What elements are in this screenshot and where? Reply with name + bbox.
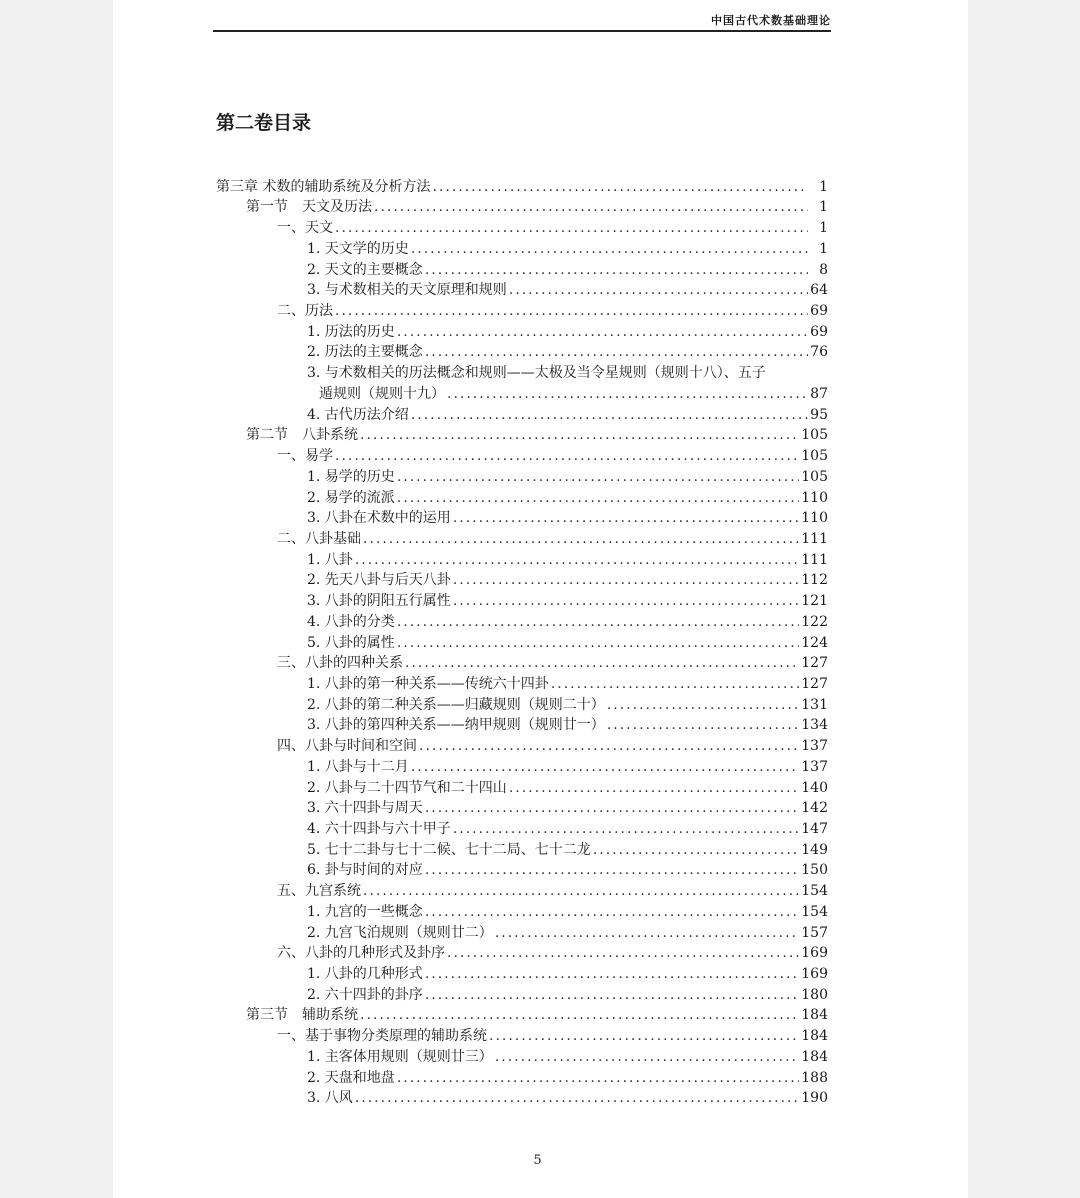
- toc-entry: [216, 755, 828, 776]
- toc-entry-title: 1. 八卦与十二月: [307, 758, 409, 775]
- toc-entry: [216, 465, 828, 486]
- toc-entry-title: 六、八卦的几种形式及卦序: [277, 945, 445, 962]
- toc-entry-title: 1. 天文学的历史: [307, 240, 409, 257]
- table-of-contents: [216, 175, 828, 1107]
- dot-leader: [363, 883, 799, 900]
- toc-entry-page: 134: [801, 717, 828, 734]
- toc-entry: [216, 196, 828, 217]
- toc-entry: [216, 921, 828, 942]
- toc-entry: [216, 631, 828, 652]
- toc-entry: [216, 299, 828, 320]
- toc-entry: [216, 1087, 828, 1108]
- toc-entry: [216, 776, 828, 797]
- toc-entry: [216, 175, 828, 196]
- toc-entry-title: 一、基于事物分类原理的辅助系统: [277, 1028, 487, 1045]
- toc-entry: [216, 548, 828, 569]
- dot-leader: [447, 386, 808, 403]
- toc-entry-page: 64: [810, 282, 828, 299]
- toc-entry: [216, 424, 828, 445]
- toc-entry-page: 69: [810, 303, 828, 320]
- toc-entry-page: 149: [801, 841, 828, 858]
- dot-leader: [453, 593, 799, 610]
- toc-entry: [216, 734, 828, 755]
- toc-entry: [216, 320, 828, 341]
- toc-entry-page: 169: [801, 966, 828, 983]
- toc-entry-page: 180: [801, 986, 828, 1003]
- toc-entry-title: 3. 八卦在术数中的运用: [307, 510, 451, 527]
- toc-entry-page: 1: [819, 199, 828, 216]
- toc-entry-title: 1. 八卦: [307, 551, 353, 568]
- toc-entry-title: 二、八卦基础: [277, 530, 361, 547]
- dot-leader: [453, 821, 799, 838]
- toc-entry: [216, 797, 828, 818]
- toc-entry-title: 2. 八卦与二十四节气和二十四山: [307, 779, 507, 796]
- toc-entry-page: 142: [801, 800, 828, 817]
- toc-entry: [216, 693, 828, 714]
- toc-entry-title: 第三节 辅助系统: [246, 1007, 358, 1024]
- dot-leader: [397, 490, 799, 507]
- toc-entry: [216, 652, 828, 673]
- dot-leader: [495, 1049, 799, 1066]
- dot-leader: [453, 510, 799, 527]
- toc-entry-page: 137: [801, 758, 828, 775]
- toc-entry: [216, 216, 828, 237]
- toc-entry-title: 2. 八卦的第二种关系——归藏规则（规则二十）: [307, 696, 605, 713]
- header-rule: [213, 30, 831, 32]
- toc-entry: [216, 341, 828, 362]
- toc-entry-page: 105: [801, 427, 828, 444]
- dot-leader: [447, 945, 799, 962]
- toc-entry-page: 154: [801, 883, 828, 900]
- toc-entry-page: 1: [819, 240, 828, 257]
- toc-entry-page: 150: [801, 862, 828, 879]
- dot-leader: [405, 655, 799, 672]
- toc-entry-title: 3. 八卦的第四种关系——纳甲规则（规则廿一）: [307, 717, 605, 734]
- dot-leader: [335, 220, 808, 237]
- dot-leader: [509, 780, 799, 797]
- toc-entry: [216, 817, 828, 838]
- toc-entry-page: 8: [819, 261, 828, 278]
- toc-entry-page: 127: [801, 655, 828, 672]
- page-title: 第二卷目录: [216, 112, 312, 134]
- toc-entry-page: 147: [801, 821, 828, 837]
- toc-entry-page: 124: [801, 634, 828, 651]
- toc-entry-title: 2. 天盘和地盘: [307, 1069, 395, 1086]
- toc-entry-page: 121: [801, 593, 828, 610]
- toc-entry-title: 6. 卦与时间的对应: [307, 862, 423, 879]
- toc-entry: [216, 237, 828, 258]
- dot-leader: [425, 344, 808, 361]
- toc-entry: [216, 507, 828, 528]
- toc-entry-title: 三、八卦的四种关系: [277, 655, 403, 672]
- toc-entry-title: 1. 历法的历史: [307, 323, 395, 340]
- dot-leader: [360, 427, 799, 444]
- toc-entry-page: 131: [801, 696, 828, 713]
- toc-entry-title: 3. 六十四卦与周天: [307, 800, 423, 817]
- dot-leader: [425, 262, 808, 279]
- toc-entry-title: 2. 六十四卦的卦序: [307, 986, 423, 1003]
- toc-entry-page: 105: [801, 468, 828, 485]
- toc-entry: [216, 403, 828, 424]
- toc-entry-page: 140: [801, 779, 828, 796]
- toc-entry-page: 1: [819, 178, 828, 195]
- toc-entry-title: 第二节 八卦系统: [246, 427, 358, 444]
- toc-entry-page: 87: [810, 385, 828, 402]
- toc-entry-page: 169: [801, 945, 828, 962]
- dot-leader: [355, 552, 799, 569]
- dot-leader: [607, 717, 799, 734]
- toc-entry: [216, 382, 828, 403]
- toc-entry-page: 122: [801, 613, 828, 630]
- dot-leader: [374, 199, 808, 216]
- dot-leader: [425, 904, 799, 921]
- toc-entry: [216, 610, 828, 631]
- toc-entry: [216, 589, 828, 610]
- dot-leader: [411, 241, 808, 258]
- toc-entry: [216, 859, 828, 880]
- dot-leader: [425, 966, 799, 983]
- toc-entry-page: 188: [801, 1069, 828, 1086]
- dot-leader: [489, 1028, 799, 1045]
- toc-entry: [216, 900, 828, 921]
- dot-leader: [419, 738, 799, 755]
- toc-entry-title: 2. 先天八卦与后天八卦: [307, 572, 451, 589]
- dot-leader: [495, 925, 799, 942]
- toc-entry-page: 110: [801, 489, 828, 506]
- toc-entry-title: 1. 主客体用规则（规则廿三）: [307, 1048, 493, 1065]
- toc-entry-title: 4. 六十四卦与六十甲子: [307, 821, 451, 837]
- toc-entry-page: 184: [801, 1007, 828, 1024]
- toc-entry: [216, 838, 828, 859]
- toc-entry: [216, 962, 828, 983]
- toc-entry-page: 190: [801, 1090, 828, 1107]
- dot-leader: [360, 1007, 799, 1024]
- dot-leader: [411, 759, 799, 776]
- toc-entry-title: 遁规则（规则十九）: [319, 385, 445, 402]
- dot-leader: [593, 842, 799, 859]
- dot-leader: [397, 469, 799, 486]
- toc-entry-title: 4. 八卦的分类: [307, 613, 395, 630]
- toc-entry-title: 2. 天文的主要概念: [307, 261, 423, 278]
- toc-entry: [216, 1004, 828, 1025]
- dot-leader: [335, 303, 808, 320]
- toc-entry-page: 111: [801, 551, 828, 568]
- dot-leader: [355, 1090, 799, 1107]
- dot-leader: [397, 614, 799, 631]
- toc-entry: [216, 1024, 828, 1045]
- toc-entry-title: 2. 易学的流派: [307, 489, 395, 506]
- toc-entry: [216, 569, 828, 590]
- toc-entry-title: 四、八卦与时间和空间: [277, 738, 417, 755]
- toc-entry-title: 3. 八风: [307, 1090, 353, 1107]
- dot-leader: [425, 800, 799, 817]
- toc-entry-title: 5. 八卦的属性: [307, 634, 395, 651]
- dot-leader: [453, 572, 799, 589]
- toc-entry-title: 第三章 术数的辅助系统及分析方法: [216, 178, 431, 195]
- dot-leader: [397, 1070, 799, 1087]
- toc-entry: [216, 879, 828, 900]
- toc-entry: [216, 444, 828, 465]
- toc-entry-title: 5. 七十二卦与七十二候、七十二局、七十二龙: [307, 841, 591, 858]
- toc-entry: [216, 983, 828, 1004]
- toc-entry: [216, 258, 828, 279]
- toc-entry: [216, 361, 828, 382]
- dot-leader: [432, 179, 808, 196]
- toc-entry-title: 一、天文: [277, 220, 333, 237]
- document-page: [113, 0, 968, 1198]
- toc-entry: [216, 672, 828, 693]
- toc-entry-page: 154: [801, 903, 828, 920]
- toc-entry-page: 69: [810, 323, 828, 340]
- toc-entry-title: 3. 八卦的阴阳五行属性: [307, 593, 451, 610]
- dot-leader: [509, 282, 808, 299]
- toc-entry-title: 1. 易学的历史: [307, 468, 395, 485]
- page-number: 5: [533, 1153, 542, 1168]
- toc-entry-page: 184: [801, 1028, 828, 1045]
- toc-entry-page: 1: [819, 220, 828, 237]
- toc-entry: [216, 279, 828, 300]
- toc-entry-page: 76: [810, 344, 828, 361]
- toc-entry-page: 111: [801, 530, 828, 547]
- dot-leader: [411, 407, 808, 424]
- toc-entry: [216, 1066, 828, 1087]
- dot-leader: [397, 635, 799, 652]
- toc-entry-title: 4. 古代历法介绍: [307, 406, 409, 423]
- toc-entry-title: 1. 九宫的一些概念: [307, 903, 423, 920]
- toc-entry-title: 3. 与术数相关的天文原理和规则: [307, 282, 507, 299]
- dot-leader: [363, 531, 799, 548]
- toc-entry: [216, 714, 828, 735]
- dot-leader: [425, 862, 799, 879]
- dot-leader: [397, 324, 808, 341]
- toc-entry-title: 2. 九宫飞泊规则（规则廿二）: [307, 924, 493, 941]
- toc-entry-title: 1. 八卦的第一种关系——传统六十四卦: [307, 675, 549, 692]
- toc-entry-title: 1. 八卦的几种形式: [307, 966, 423, 983]
- dot-leader: [551, 676, 799, 693]
- toc-entry: [216, 942, 828, 963]
- running-header: 中国古代术数基础理论: [711, 14, 831, 27]
- toc-entry-title: 二、历法: [277, 303, 333, 320]
- toc-entry-page: 137: [801, 738, 828, 755]
- toc-entry-page: 110: [801, 510, 828, 527]
- toc-entry-title: 2. 历法的主要概念: [307, 344, 423, 361]
- toc-entry-page: 184: [801, 1048, 828, 1065]
- dot-leader: [607, 697, 799, 714]
- toc-entry-title: 一、易学: [277, 448, 333, 465]
- toc-entry-page: 95: [810, 406, 828, 423]
- toc-entry-page: 112: [801, 572, 828, 589]
- toc-entry-title: 五、九宫系统: [277, 883, 361, 900]
- toc-entry: [216, 486, 828, 507]
- toc-entry-title: 第一节 天文及历法: [246, 199, 372, 216]
- dot-leader: [425, 987, 799, 1004]
- toc-entry-page: 127: [801, 675, 828, 692]
- toc-entry-page: 105: [801, 448, 828, 465]
- toc-entry-title: 3. 与术数相关的历法概念和规则——太极及当令星规则（规则十八）、五子: [307, 365, 766, 382]
- toc-entry: [216, 1045, 828, 1066]
- dot-leader: [335, 448, 799, 465]
- toc-entry-page: 157: [801, 924, 828, 941]
- toc-entry: [216, 527, 828, 548]
